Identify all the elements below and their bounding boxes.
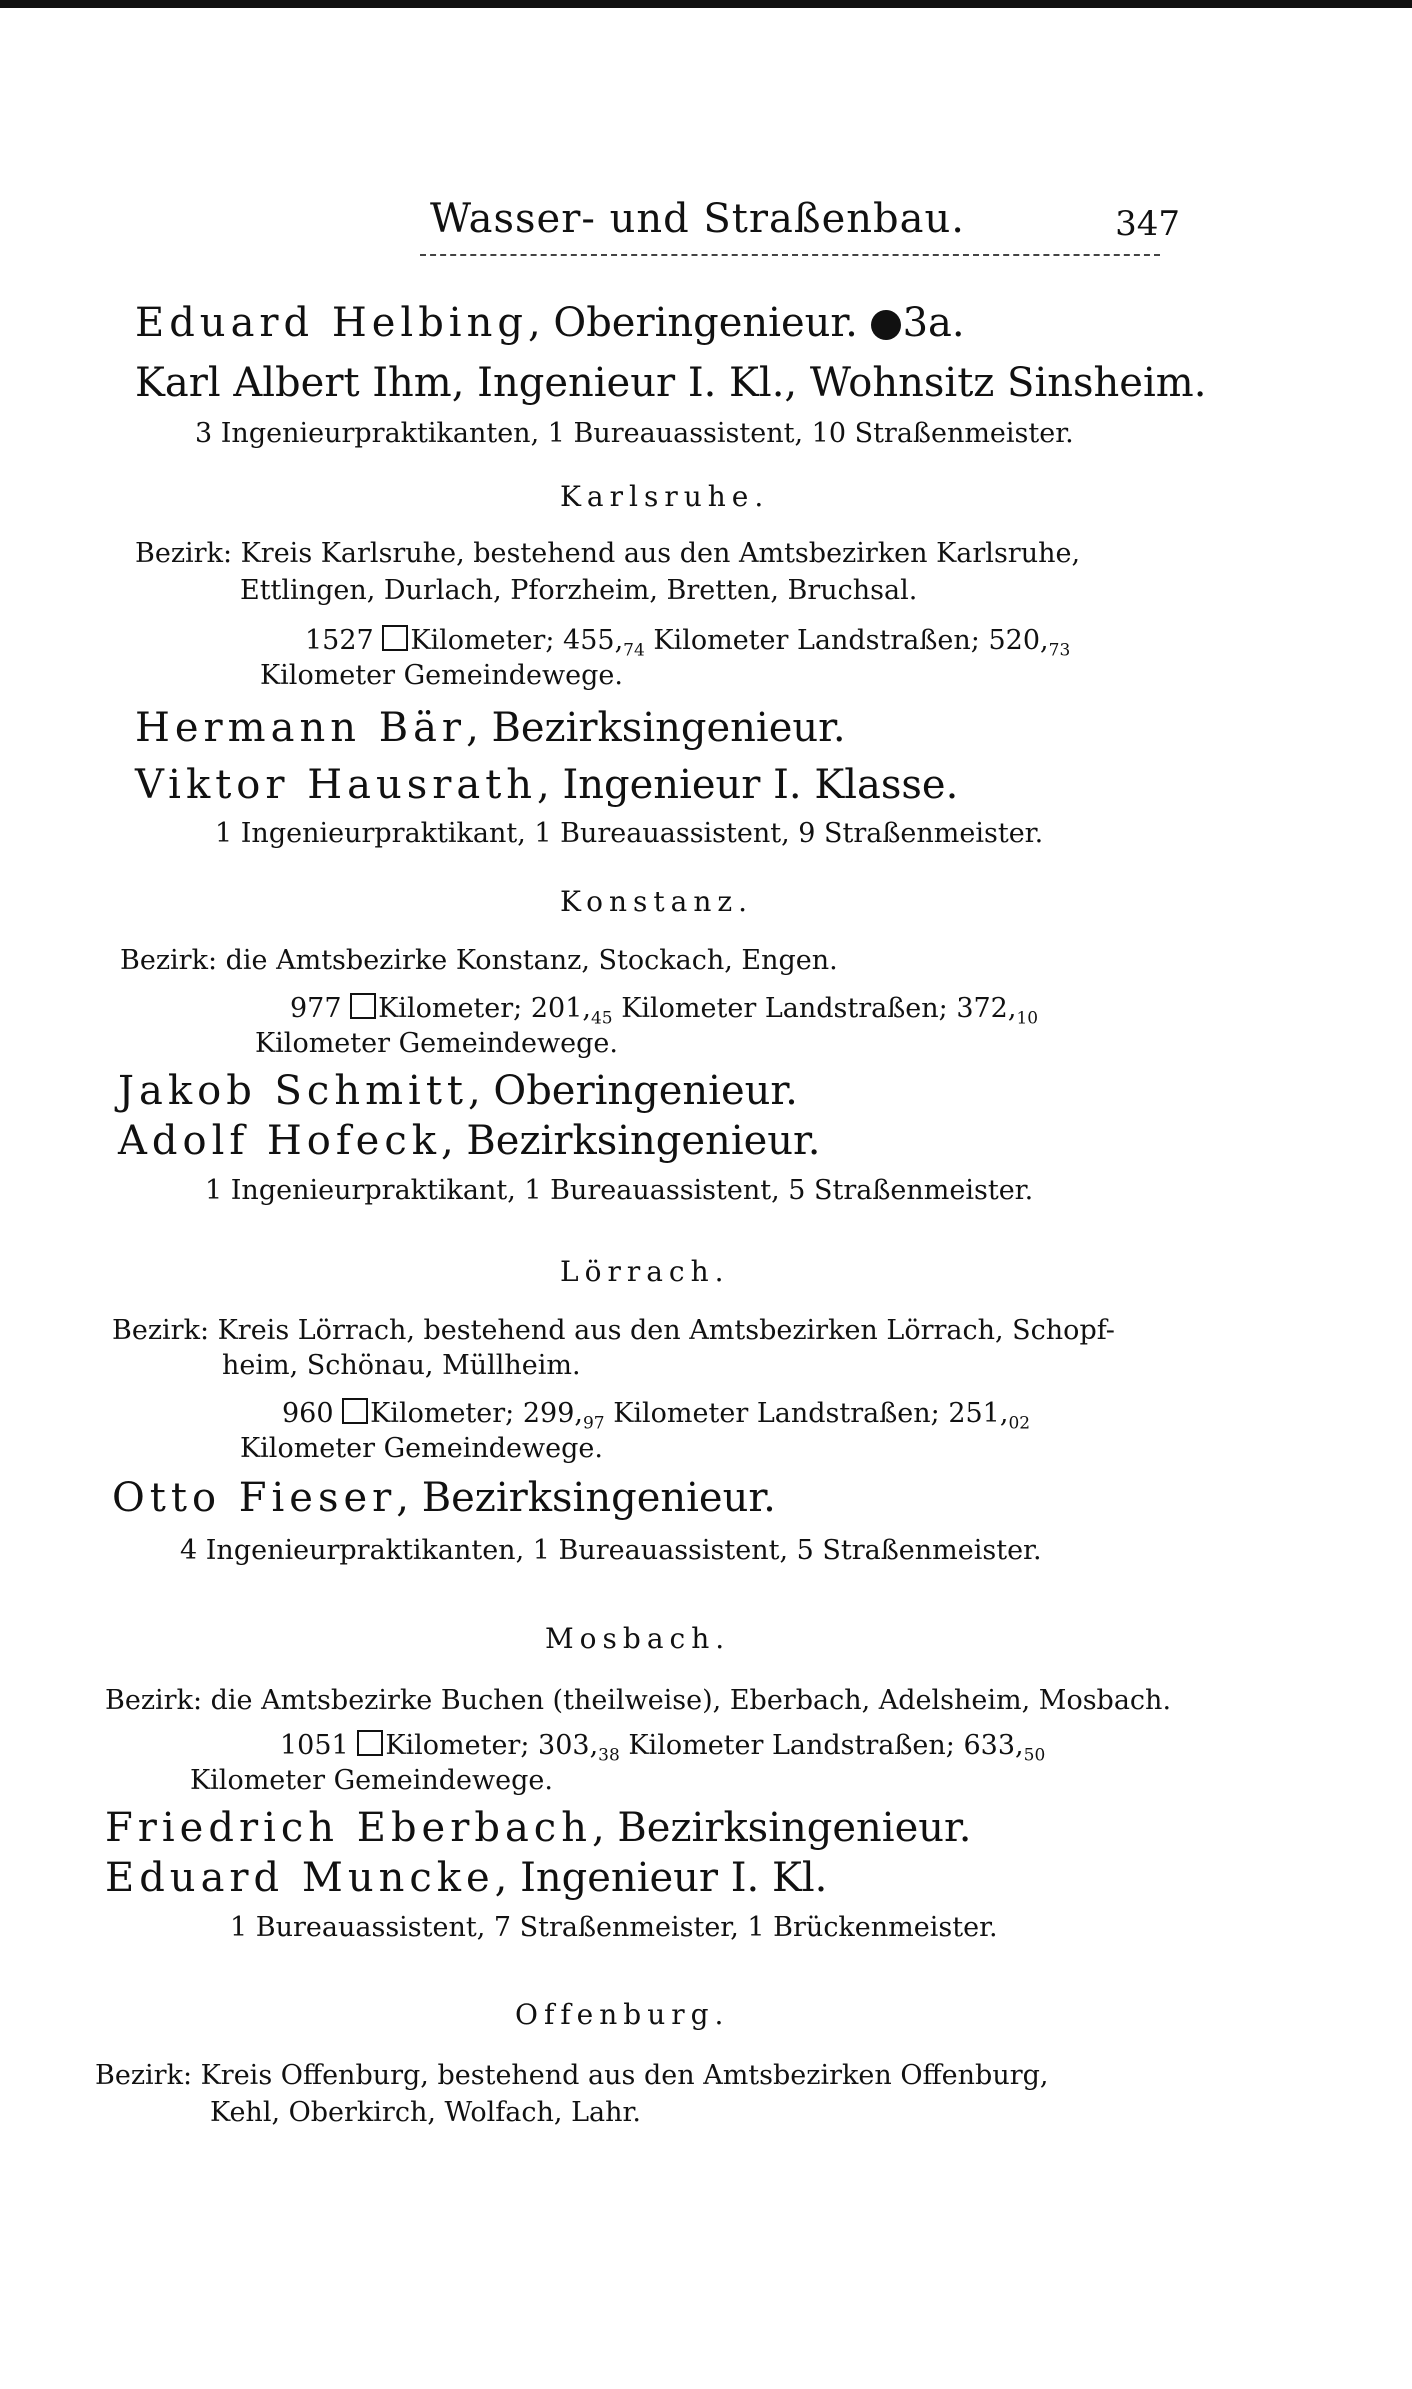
area-line-cont: Kilometer Gemeindewege.: [255, 1028, 618, 1059]
area-line-cont: Kilometer Gemeindewege.: [190, 1765, 553, 1796]
bezirk-line: Kehl, Oberkirch, Wolfach, Lahr.: [210, 2097, 642, 2128]
running-title: Wasser- und Straßenbau.: [430, 196, 965, 242]
person-entry: Otto Fieser, Bezirksingenieur.: [112, 1475, 776, 1521]
page-header: [420, 190, 1180, 250]
top-border-rule: [0, 0, 1412, 8]
square-icon: [357, 1730, 383, 1756]
person-entry: Jakob Schmitt, Oberingenieur.: [118, 1068, 798, 1114]
area-line-cont: Kilometer Gemeindewege.: [240, 1433, 603, 1464]
person-entry: Eduard Muncke, Ingenieur I. Kl.: [105, 1855, 828, 1901]
bezirk-line: Ettlingen, Durlach, Pforzheim, Bretten, Bruchsal.: [240, 575, 918, 606]
page-number: 347: [1115, 204, 1180, 244]
section-heading: Lörrach.: [560, 1255, 730, 1288]
bezirk-line: Bezirk: Kreis Offenburg, bestehend aus den Amtsbezirken Offenburg,: [95, 2060, 1049, 2091]
person-entry: Friedrich Eberbach, Bezirksingenieur.: [105, 1805, 972, 1851]
area-line: 1051 Kilometer; $303,_{38}$ Kilometer Landstraßen; $633,_{50}$: [280, 1730, 1046, 1766]
section-heading: Konstanz.: [560, 885, 754, 918]
square-icon: [382, 625, 408, 651]
square-icon: [350, 993, 376, 1019]
bezirk-line: Bezirk: Kreis Lörrach, bestehend aus den Amtsbezirken Lörrach, Schopf-: [112, 1315, 1115, 1346]
person-entry: Adolf Hofeck, Bezirksingenieur.: [118, 1118, 821, 1164]
square-icon: [342, 1398, 368, 1424]
staff-line: 3 Ingenieurpraktikanten, 1 Bureauassistent, 10 Straßenmeister.: [195, 418, 1074, 449]
area-line: 1527 Kilometer; $455,_{74}$ Kilometer Landstraßen; $520,_{73}$: [305, 625, 1071, 661]
area-line: 960 Kilometer; $299,_{97}$ Kilometer Landstraßen; $251,_{02}$: [282, 1398, 1031, 1434]
section-heading: Mosbach.: [545, 1622, 731, 1655]
section-heading: Offenburg.: [515, 1998, 730, 2031]
area-line-cont: Kilometer Gemeindewege.: [260, 660, 623, 691]
person-entry: Viktor Hausrath, Ingenieur I. Klasse.: [135, 762, 959, 808]
staff-line: 4 Ingenieurpraktikanten, 1 Bureauassistent, 5 Straßenmeister.: [180, 1535, 1042, 1566]
bezirk-line: Bezirk: die Amtsbezirke Konstanz, Stockach, Engen.: [120, 945, 838, 976]
staff-line: 1 Ingenieurpraktikant, 1 Bureauassistent, 9 Straßenmeister.: [215, 818, 1044, 849]
bezirk-line: heim, Schönau, Müllheim.: [222, 1350, 581, 1381]
person-entry: Hermann Bär, Bezirksingenieur.: [135, 705, 846, 751]
order-cross-icon: [871, 310, 901, 340]
bezirk-line: Bezirk: Kreis Karlsruhe, bestehend aus den Amtsbezirken Karlsruhe,: [135, 538, 1081, 569]
section-heading: Karlsruhe.: [560, 480, 770, 513]
bezirk-line: Bezirk: die Amtsbezirke Buchen (theilweise), Eberbach, Adelsheim, Mosbach.: [105, 1685, 1172, 1716]
staff-line: 1 Ingenieurpraktikant, 1 Bureauassistent, 5 Straßenmeister.: [205, 1175, 1034, 1206]
person-entry: Eduard Helbing, Oberingenieur. 3a.: [135, 300, 965, 346]
area-line: 977 Kilometer; $201,_{45}$ Kilometer Landstraßen; $372,_{10}$: [290, 993, 1039, 1029]
staff-line: 1 Bureauassistent, 7 Straßenmeister, 1 Brückenmeister.: [230, 1912, 998, 1943]
header-rule: [420, 254, 1160, 256]
person-entry: Karl Albert Ihm, Ingenieur I. Kl., Wohnsitz Sinsheim.: [135, 360, 1207, 406]
